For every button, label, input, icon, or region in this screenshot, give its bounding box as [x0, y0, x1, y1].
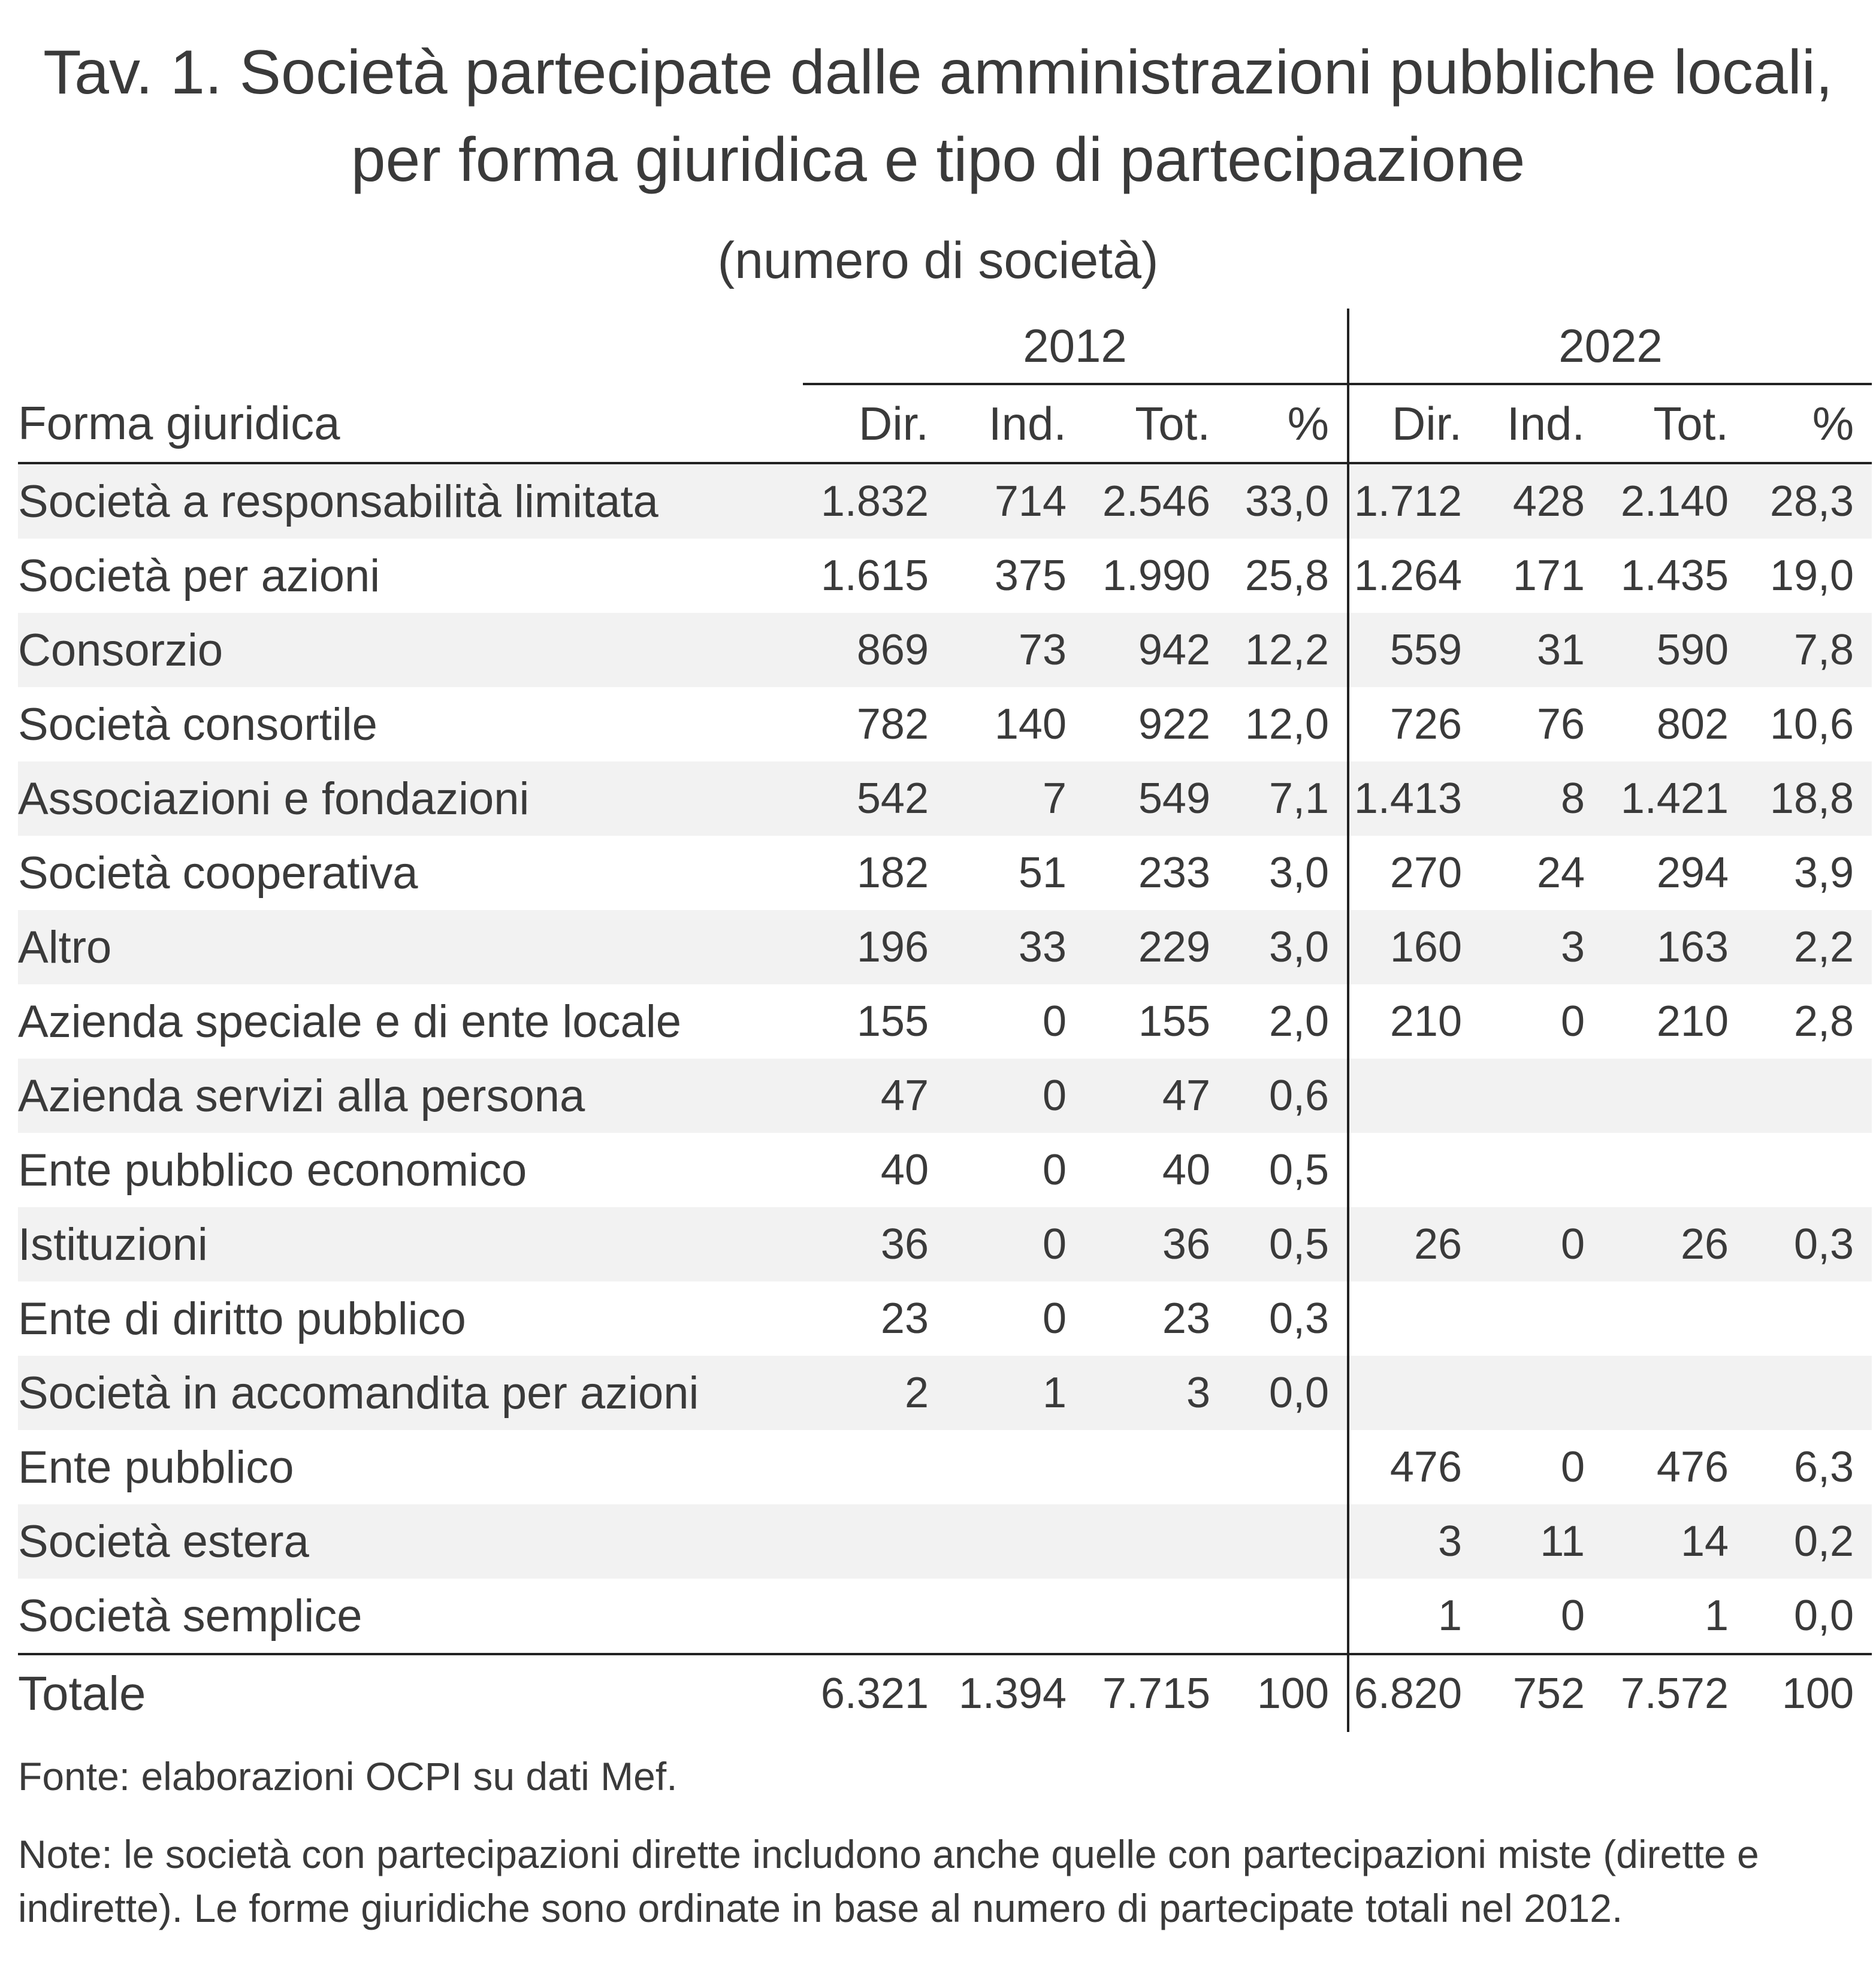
table-row — [18, 539, 1872, 613]
row-label: Società per azioni — [18, 550, 380, 601]
cell-tot-2012: 3 — [1084, 1356, 1228, 1430]
title-line-2: per forma giuridica e tipo di partecipazione — [351, 125, 1525, 195]
cell-dir-2012: 40 — [880, 1146, 929, 1194]
cell-pct-2012: 12,2 — [1228, 613, 1348, 687]
table-subtitle: (numero di società) — [717, 232, 1159, 289]
cell-tot-2012: 942 — [1084, 613, 1228, 687]
footnote-line-1: Note: le società con partecipazioni dirette includono anche quelle con partecipazioni miste (dirette e — [18, 1832, 1759, 1876]
cell-tot-2012: 36 — [1084, 1207, 1228, 1281]
table-row — [18, 687, 1872, 761]
cell-pct-2022: 18,8 — [1747, 761, 1872, 836]
cell-dir-2022: 270 — [1348, 836, 1480, 910]
footnote-line-2: indirette). Le forme giuridiche sono ordinate in base al numero di partecipate totali nel 2012. — [18, 1886, 1623, 1930]
row-label: Società in accomandita per azioni — [18, 1356, 803, 1430]
column-header-row — [18, 384, 1872, 463]
cell-pct-2022 — [1747, 1281, 1872, 1356]
table-row — [18, 1430, 1872, 1504]
cell-dir-2022: 1.264 — [1348, 539, 1480, 613]
row-label: Consorzio — [18, 613, 803, 687]
cell-dir-2022 — [1348, 1059, 1480, 1133]
row-label: Società semplice — [18, 1590, 362, 1642]
cell-ind-2022 — [1480, 1059, 1603, 1133]
total-tot-2012: 7.715 — [1084, 1654, 1228, 1732]
table-row — [18, 1356, 1872, 1430]
cell-pct-2012: 0,5 — [1268, 1146, 1330, 1194]
cell-pct-2022: 0,3 — [1747, 1207, 1872, 1281]
cell-tot-2012 — [1084, 1504, 1228, 1579]
cell-pct-2022: 0,2 — [1747, 1504, 1872, 1579]
cell-ind-2022: 3 — [1480, 910, 1603, 984]
row-label: Associazioni e fondazioni — [18, 761, 803, 836]
cell-ind-2012: 714 — [947, 463, 1084, 539]
cell-dir-2012: 1.615 — [820, 552, 929, 600]
cell-dir-2022 — [1348, 1133, 1480, 1207]
cell-pct-2022: 3,9 — [1793, 849, 1854, 897]
year-header-2012: 2012 — [803, 309, 1348, 384]
column-header-ind-2022: Ind. — [1480, 384, 1603, 463]
cell-dir-2022: 1 — [1348, 1579, 1480, 1654]
cell-pct-2012: 0,6 — [1228, 1059, 1348, 1133]
cell-dir-2022: 26 — [1348, 1207, 1480, 1281]
cell-pct-2022: 7,8 — [1747, 613, 1872, 687]
column-header-dir-2012: Dir. — [803, 384, 947, 463]
table-body — [18, 463, 1872, 1654]
cell-tot-2022: 1.435 — [1620, 552, 1729, 600]
cell-dir-2012: 47 — [803, 1059, 947, 1133]
year-header-2022: 2022 — [1348, 309, 1872, 384]
cell-pct-2012: 0,0 — [1228, 1356, 1348, 1430]
cell-dir-2022: 726 — [1348, 687, 1480, 761]
cell-ind-2012 — [947, 1579, 1084, 1654]
cell-tot-2012: 233 — [1138, 849, 1210, 897]
cell-pct-2012 — [1228, 1579, 1348, 1654]
cell-dir-2022: 559 — [1348, 613, 1480, 687]
cell-tot-2012: 1.990 — [1102, 552, 1210, 600]
cell-ind-2022: 0 — [1480, 1207, 1603, 1281]
cell-ind-2012: 0 — [947, 1059, 1084, 1133]
cell-tot-2012: 922 — [1138, 700, 1210, 748]
cell-pct-2012: 25,8 — [1244, 552, 1330, 600]
cell-pct-2012 — [1228, 1504, 1348, 1579]
cell-pct-2012: 2,0 — [1268, 997, 1330, 1045]
cell-pct-2022: 28,3 — [1747, 463, 1872, 539]
cell-dir-2022: 1.413 — [1348, 761, 1480, 836]
total-pct-2022: 100 — [1747, 1654, 1872, 1732]
total-label: Totale — [18, 1654, 803, 1732]
cell-pct-2022 — [1747, 1133, 1872, 1207]
cell-dir-2022 — [1348, 1356, 1480, 1430]
total-ind-2022: 752 — [1480, 1654, 1603, 1732]
cell-tot-2012 — [1084, 1430, 1228, 1504]
cell-tot-2022: 14 — [1603, 1504, 1747, 1579]
cell-ind-2012: 51 — [1018, 849, 1067, 897]
cell-ind-2012: 0 — [947, 1207, 1084, 1281]
cell-pct-2012: 0,3 — [1268, 1295, 1330, 1343]
cell-tot-2012: 155 — [1138, 997, 1210, 1045]
column-header-dir-2022: Dir. — [1348, 384, 1480, 463]
cell-pct-2022: 6,3 — [1793, 1443, 1854, 1491]
cell-tot-2022 — [1603, 1356, 1747, 1430]
row-label: Ente pubblico — [18, 1441, 294, 1493]
year-header-spacer — [18, 309, 803, 384]
cell-dir-2012: 23 — [880, 1295, 929, 1343]
cell-dir-2012: 782 — [856, 700, 929, 748]
cell-dir-2012: 542 — [803, 761, 947, 836]
cell-tot-2022 — [1603, 1281, 1747, 1356]
footnote — [18, 1827, 1851, 1935]
cell-pct-2012: 3,0 — [1268, 849, 1330, 897]
cell-dir-2022: 476 — [1348, 1430, 1480, 1504]
cell-pct-2022: 2,8 — [1793, 997, 1854, 1045]
data-table — [18, 309, 1872, 1732]
cell-ind-2022: 0 — [1560, 1592, 1585, 1640]
cell-ind-2012: 1 — [947, 1356, 1084, 1430]
cell-tot-2022: 163 — [1603, 910, 1747, 984]
row-label: Azienda servizi alla persona — [18, 1059, 803, 1133]
table-row — [18, 613, 1872, 687]
cell-tot-2022: 210 — [1656, 997, 1729, 1045]
table-row — [18, 761, 1872, 836]
cell-dir-2012: 155 — [856, 997, 929, 1045]
table-row — [18, 1579, 1872, 1654]
cell-tot-2012: 549 — [1084, 761, 1228, 836]
cell-pct-2012: 7,1 — [1228, 761, 1348, 836]
cell-dir-2022: 1.712 — [1348, 463, 1480, 539]
cell-ind-2022: 76 — [1536, 700, 1585, 748]
column-header-forma-giuridica: Forma giuridica — [18, 384, 803, 463]
total-ind-2012: 1.394 — [947, 1654, 1084, 1732]
table-row — [18, 1059, 1872, 1133]
cell-tot-2022: 1 — [1704, 1592, 1729, 1640]
row-label: Società cooperativa — [18, 847, 418, 899]
total-row — [18, 1654, 1872, 1732]
cell-pct-2022: 0,0 — [1793, 1592, 1854, 1640]
cell-ind-2022: 24 — [1536, 849, 1585, 897]
cell-pct-2012 — [1228, 1430, 1348, 1504]
column-header-tot-2022: Tot. — [1603, 384, 1747, 463]
cell-pct-2022 — [1747, 1356, 1872, 1430]
cell-ind-2012: 0 — [1042, 1146, 1067, 1194]
cell-dir-2012 — [803, 1579, 947, 1654]
table-row — [18, 1207, 1872, 1281]
table-row — [18, 463, 1872, 539]
cell-ind-2012: 33 — [947, 910, 1084, 984]
cell-tot-2012: 47 — [1084, 1059, 1228, 1133]
cell-dir-2012: 1.832 — [803, 463, 947, 539]
table-row — [18, 1504, 1872, 1579]
total-dir-2012: 6.321 — [803, 1654, 947, 1732]
row-label: Società a responsabilità limitata — [18, 463, 803, 539]
cell-dir-2022: 3 — [1348, 1504, 1480, 1579]
cell-tot-2022 — [1603, 1133, 1747, 1207]
cell-ind-2022: 11 — [1480, 1504, 1603, 1579]
cell-ind-2012: 0 — [1042, 1295, 1067, 1343]
column-header-pct-2022: % — [1747, 384, 1872, 463]
cell-tot-2022: 802 — [1656, 700, 1729, 748]
cell-pct-2022: 10,6 — [1769, 700, 1854, 748]
cell-tot-2022 — [1603, 1059, 1747, 1133]
row-label: Ente pubblico economico — [18, 1144, 527, 1196]
row-label: Istituzioni — [18, 1207, 803, 1281]
table-row — [18, 984, 1872, 1059]
table-row — [18, 836, 1872, 910]
table-row — [18, 910, 1872, 984]
cell-dir-2022 — [1348, 1281, 1480, 1356]
cell-ind-2022: 0 — [1560, 997, 1585, 1045]
cell-ind-2022 — [1480, 1356, 1603, 1430]
cell-dir-2012: 36 — [803, 1207, 947, 1281]
cell-pct-2012: 12,0 — [1244, 700, 1330, 748]
cell-tot-2022: 476 — [1656, 1443, 1729, 1491]
cell-pct-2022: 19,0 — [1769, 552, 1854, 600]
cell-dir-2012 — [803, 1504, 947, 1579]
cell-ind-2012: 7 — [947, 761, 1084, 836]
row-label: Ente di diritto pubblico — [18, 1293, 466, 1344]
cell-tot-2012: 229 — [1084, 910, 1228, 984]
cell-ind-2022 — [1480, 1281, 1603, 1356]
cell-tot-2012: 2.546 — [1084, 463, 1228, 539]
cell-dir-2022: 160 — [1348, 910, 1480, 984]
cell-ind-2012: 140 — [994, 700, 1067, 748]
cell-pct-2012: 3,0 — [1228, 910, 1348, 984]
cell-ind-2022: 31 — [1480, 613, 1603, 687]
cell-tot-2022: 26 — [1603, 1207, 1747, 1281]
total-pct-2012: 100 — [1228, 1654, 1348, 1732]
table-title — [0, 29, 1876, 204]
cell-ind-2022: 8 — [1480, 761, 1603, 836]
cell-dir-2022: 210 — [1348, 984, 1480, 1059]
column-header-pct-2012: % — [1228, 384, 1348, 463]
cell-tot-2022: 294 — [1656, 849, 1729, 897]
cell-pct-2012: 0,5 — [1228, 1207, 1348, 1281]
cell-ind-2012: 73 — [947, 613, 1084, 687]
cell-dir-2012 — [803, 1430, 947, 1504]
cell-ind-2012 — [947, 1430, 1084, 1504]
year-header-row — [18, 309, 1872, 384]
cell-ind-2022: 171 — [1512, 552, 1585, 600]
cell-dir-2012: 182 — [856, 849, 929, 897]
cell-pct-2012: 33,0 — [1228, 463, 1348, 539]
total-dir-2022: 6.820 — [1348, 1654, 1480, 1732]
cell-ind-2022: 0 — [1560, 1443, 1585, 1491]
cell-ind-2022: 428 — [1480, 463, 1603, 539]
total-tot-2022: 7.572 — [1603, 1654, 1747, 1732]
row-label: Azienda speciale e di ente locale — [18, 996, 681, 1047]
cell-ind-2012: 375 — [994, 552, 1067, 600]
row-label: Società estera — [18, 1504, 803, 1579]
cell-pct-2022 — [1747, 1059, 1872, 1133]
cell-ind-2022 — [1480, 1133, 1603, 1207]
cell-dir-2012: 196 — [803, 910, 947, 984]
source-note: Fonte: elaborazioni OCPI su dati Mef. — [18, 1754, 678, 1798]
table-row — [18, 1281, 1872, 1356]
table-row — [18, 1133, 1872, 1207]
title-line-1: Tav. 1. Società partecipate dalle amministrazioni pubbliche locali, — [43, 38, 1833, 107]
cell-ind-2012 — [947, 1504, 1084, 1579]
cell-ind-2012: 0 — [1042, 997, 1067, 1045]
cell-tot-2012: 23 — [1162, 1295, 1210, 1343]
row-label: Società consortile — [18, 699, 377, 750]
cell-tot-2022: 590 — [1603, 613, 1747, 687]
cell-tot-2022: 1.421 — [1603, 761, 1747, 836]
cell-tot-2022: 2.140 — [1603, 463, 1747, 539]
row-label: Altro — [18, 910, 803, 984]
cell-dir-2012: 869 — [803, 613, 947, 687]
column-header-ind-2012: Ind. — [947, 384, 1084, 463]
cell-dir-2012: 2 — [803, 1356, 947, 1430]
cell-tot-2012: 40 — [1162, 1146, 1210, 1194]
cell-tot-2012 — [1084, 1579, 1228, 1654]
cell-pct-2022: 2,2 — [1747, 910, 1872, 984]
column-header-tot-2012: Tot. — [1084, 384, 1228, 463]
